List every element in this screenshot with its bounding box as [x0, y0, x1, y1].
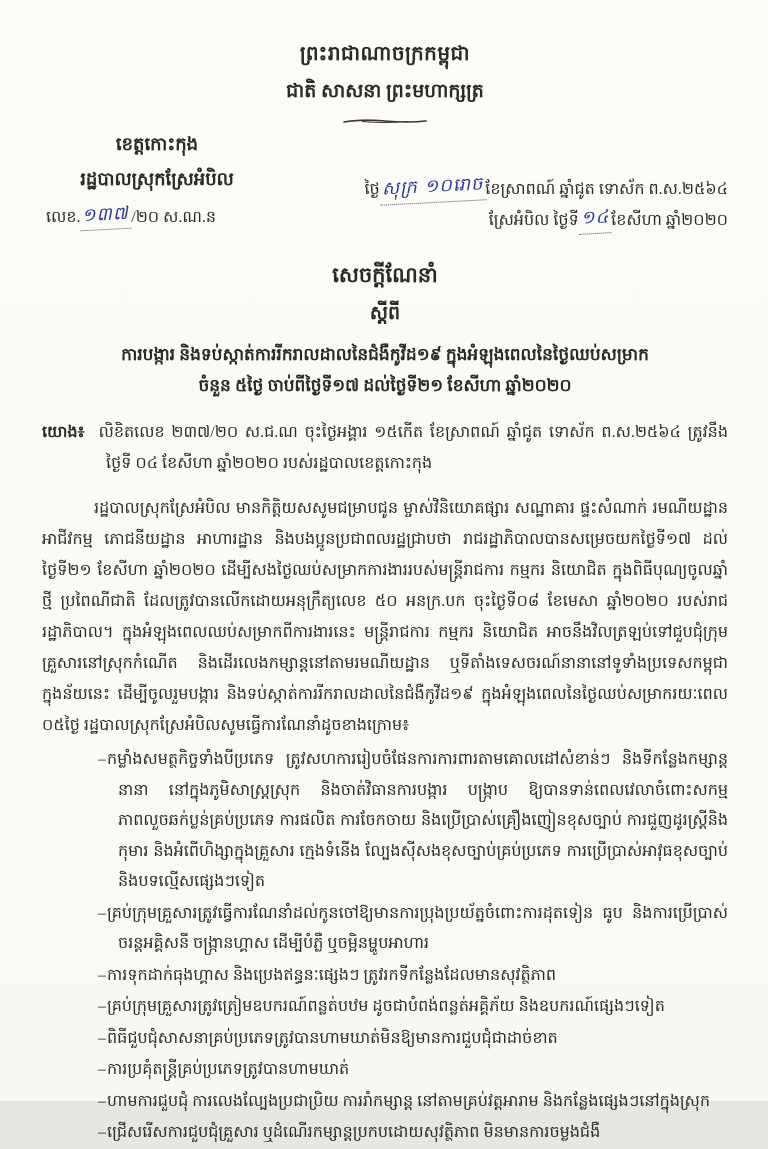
kingdom-motto-line: ជាតិ សាសនា ព្រះមហាក្សត្រ: [286, 81, 484, 102]
instruction-item: [42, 961, 728, 992]
instruction-text: ពិធីជួបជុំសាសនាគ្រប់ប្រភេទត្រូវបានហាមឃាត់មិនឱ្យមានការជួបជុំជាដាច់ខាត: [107, 1029, 558, 1047]
ref-prefix: លេខ.: [46, 209, 81, 226]
instruction-text: ហាមការជួបជុំ ការលេងល្បែងប្រជាប្រិយ ការរាំកម្សាន្ត នៅតាមគ្រប់វត្តអារាម និងកន្លែងផ្សេងៗនៅក្នុងស្រុក: [107, 1092, 711, 1110]
letterhead-province: ខេត្តកោះកុង: [115, 134, 199, 154]
doc-subject-line2: ចំនួន ៥ថ្ងៃ ចាប់ពីថ្ងៃទី១៧ ដល់ថ្ងៃទី២១ ខែសីហា ឆ្នាំ២០២០: [198, 376, 572, 395]
dateline: [364, 174, 728, 236]
instruction-item: [42, 1024, 728, 1055]
instruction-item: [42, 1118, 728, 1149]
doc-subject: [42, 339, 728, 401]
ref-suffix: /២០ ស.ណ.ន: [131, 209, 217, 226]
doc-subtitle: ស្តីពី: [369, 303, 401, 324]
kingdom-title: ព្រះរាជាណាចក្រកម្ពុជា: [299, 43, 471, 65]
handwritten-day-number: ១៤: [578, 202, 612, 235]
instruction-text: ជ្រើសរើសការជួបជុំគ្រួសារ ឬដំណើរកម្សាន្តប្រកបដោយសុវត្ថិភាព មិនមានការចម្លងជំងឺ: [107, 1124, 601, 1141]
head-columns: [42, 132, 728, 236]
dateline-lunar-prefix: ថ្ងៃ: [364, 181, 380, 198]
bullet-dash: –: [98, 1029, 106, 1047]
letterhead-district: រដ្ឋបាលស្រុកស្រែអំបិល: [80, 169, 234, 189]
bullet-dash: –: [98, 751, 106, 768]
instruction-item: [42, 1087, 728, 1118]
bullet-dash: –: [98, 1092, 106, 1110]
handwritten-ref-number: ១៣៧: [80, 201, 132, 232]
instruction-item: [42, 899, 728, 960]
dateline-lunar-rest: ខែស្រាពណ៍ ឆ្នាំជូត ទោស័ក ព.ស.២៥៦៤: [485, 181, 728, 198]
instruction-item: [42, 992, 728, 1023]
bullet-dash: –: [98, 1061, 106, 1078]
bullet-dash: –: [98, 966, 106, 984]
title-block: [42, 262, 728, 401]
dateline-gregorian: [364, 205, 728, 236]
instruction-text: គ្រប់ក្រុមគ្រួសារត្រូវត្រៀមឧបករណ៍ពន្លត់បឋម ដូចជាបំពង់ពន្លត់អគ្គិភ័យ និងឧបករណ៍ផ្សេងៗទៀត: [107, 998, 665, 1015]
doc-subject-line1: ការបង្ការ និងទប់ស្កាត់ការរីករាលដាលនៃជំងឺកូវីដ១៩ ក្នុងអំឡុងពេលនៃថ្ងៃឈប់សម្រាក: [121, 345, 649, 364]
instruction-text: កម្លាំងសមត្ថកិច្ចទាំងបីប្រភេទ ត្រូវសហការរៀបចំផែនការការពារតាមគោលដៅសំខាន់ៗ និងទីកន្លែងកម្សាន្តនានា នៅក្នុងភូមិសាស្ត្រស្រុក និងចាត់វិធានការបង្ការ បង្ក្រាប ឱ្យបានទាន់ពេលវេលាចំពោះសកម្មភាពលួចឆក់ប្លន់គ្រប់ប្រភេទ ការផលិត ការចែកចាយ និងប្រើប្រាស់គ្រឿងញៀនខុសច្បាប់ ការជួញដូរស្ត្រីនិងកុមារ និងអំពើហិង្សាក្នុងគ្រួសារ ក្មេងទំនើង ល្បែងស៊ីសងខុសច្បាប់គ្រប់ប្រភេទ ការប្រើប្រាស់អាវុធខុសច្បាប់ និងបទល្មើសផ្សេងៗទៀត: [107, 751, 728, 890]
instruction-item: [42, 1055, 728, 1086]
dateline-lunar: [364, 174, 728, 205]
body-paragraph: រដ្ឋបាលស្រុកស្រែអំបិល មានកិត្តិយសសូមជម្រាបជូន ម្ចាស់វិនិយោគផ្សារ សណ្ឋាគារ ផ្ទះសំណាក់ រមណីយដ្ឋាន អាជីវកម្ម ភោជនីយដ្ឋាន អាហារដ្ឋាន និងបងប្អូនប្រជាពលរដ្ឋជ្រាបថា រាជរដ្ឋាភិបាលបានសម្រេចយកថ្ងៃទី១៧ ដល់ថ្ងៃទី២១ ខែសីហា ឆ្នាំ២០២០ ដើម្បីសងថ្ងៃឈប់សម្រាកការងាររបស់មន្ត្រីរាជការ កម្មករ និយោជិត ក្នុងពិធីបុណ្យចូលឆ្នាំថ្មី ប្រពៃណីជាតិ ដែលត្រូវបានលើកដោយអនុក្រឹត្យលេខ ៥០ អនក្រ.បក ចុះថ្ងៃទី០៨ ខែមេសា ឆ្នាំ២០២០ របស់រាជរដ្ឋាភិបាល។ ក្នុងអំឡុងពេលឈប់សម្រាកពីការងារនេះ មន្ត្រីរាជការ កម្មករ និយោជិត អាចនឹងវិលត្រឡប់ទៅជួបជុំក្រុមគ្រួសារនៅស្រុកកំណើត និងដើរលេងកម្សាន្តនៅតាមរមណីយដ្ឋាន ឬទីតាំងទេសចរណ៍នានានៅទូទាំងប្រទេសកម្ពុជា ក្នុងន័យនេះ ដើម្បីចូលរួមបង្ការ និងទប់ស្កាត់ការរីករាលដាលនៃជំងឺកូវីដ១៩ ក្នុងអំឡុងពេលនៃថ្ងៃឈប់សម្រាករយៈពេល ០៥ថ្ងៃ រដ្ឋបាលស្រុកស្រែអំបិលសូមធ្វើការណែនាំដូចខាងក្រោម៖: [42, 500, 729, 734]
instruction-item: [42, 745, 728, 898]
reference-text: លិខិតលេខ ២៣៧/២០ ស.ជ.ណ ចុះថ្ងៃអង្គារ ១៥កើត ខែស្រាពណ៍ ឆ្នាំជូត ទោស័ក ព.ស.២៥៦៤ ត្រូវនឹងថ្ងៃទី ០៤ ខែសីហា ឆ្នាំ២០២០ របស់រដ្ឋបាលខេត្តកោះកុង: [98, 424, 728, 472]
reference-label: យោង៖: [42, 424, 85, 441]
instruction-text: ការទុកដាក់ធុងហ្គាស និងប្រេងឥន្ធនៈផ្សេងៗ ត្រូវរកទីកន្លែងដែលមានសុវត្ថិភាព: [107, 966, 557, 984]
letterhead-ref-number: [42, 204, 272, 232]
bullet-dash: –: [98, 998, 106, 1015]
bullet-dash: –: [98, 904, 106, 922]
bullet-dash: –: [98, 1124, 106, 1141]
instruction-text: គ្រប់ក្រុមគ្រួសារត្រូវធ្វើការណែនាំដល់កូនចៅឱ្យមានការប្រុងប្រយ័ត្នចំពោះការដុតទៀន ធូប និងការប្រើប្រាស់ចរន្តអគ្គិសនី ចង្ក្រានហ្គាស ដើម្បីបំភ្លឺ ឬចម្អិនម្ហូបអាហារ: [107, 904, 728, 952]
reference-block: [42, 417, 728, 479]
dateline-gregorian-rest: ខែសីហា ឆ្នាំ២០២០: [611, 212, 728, 229]
kingdom-motto: [42, 40, 728, 130]
instruction-text: ការប្រគុំតន្ត្រីគ្រប់ប្រភេទត្រូវបានហាមឃាត់: [107, 1061, 350, 1078]
instruction-list: [42, 745, 728, 1149]
doc-title: សេចក្តីណែនាំ: [332, 263, 438, 287]
divider-squiggle-icon: [342, 117, 428, 125]
letterhead: [42, 132, 272, 232]
dateline-gregorian-prefix: ស្រែអំបិល ថ្ងៃទី: [488, 212, 579, 229]
handwritten-lunar-date: សុក្រ ១០រោច: [379, 169, 486, 205]
